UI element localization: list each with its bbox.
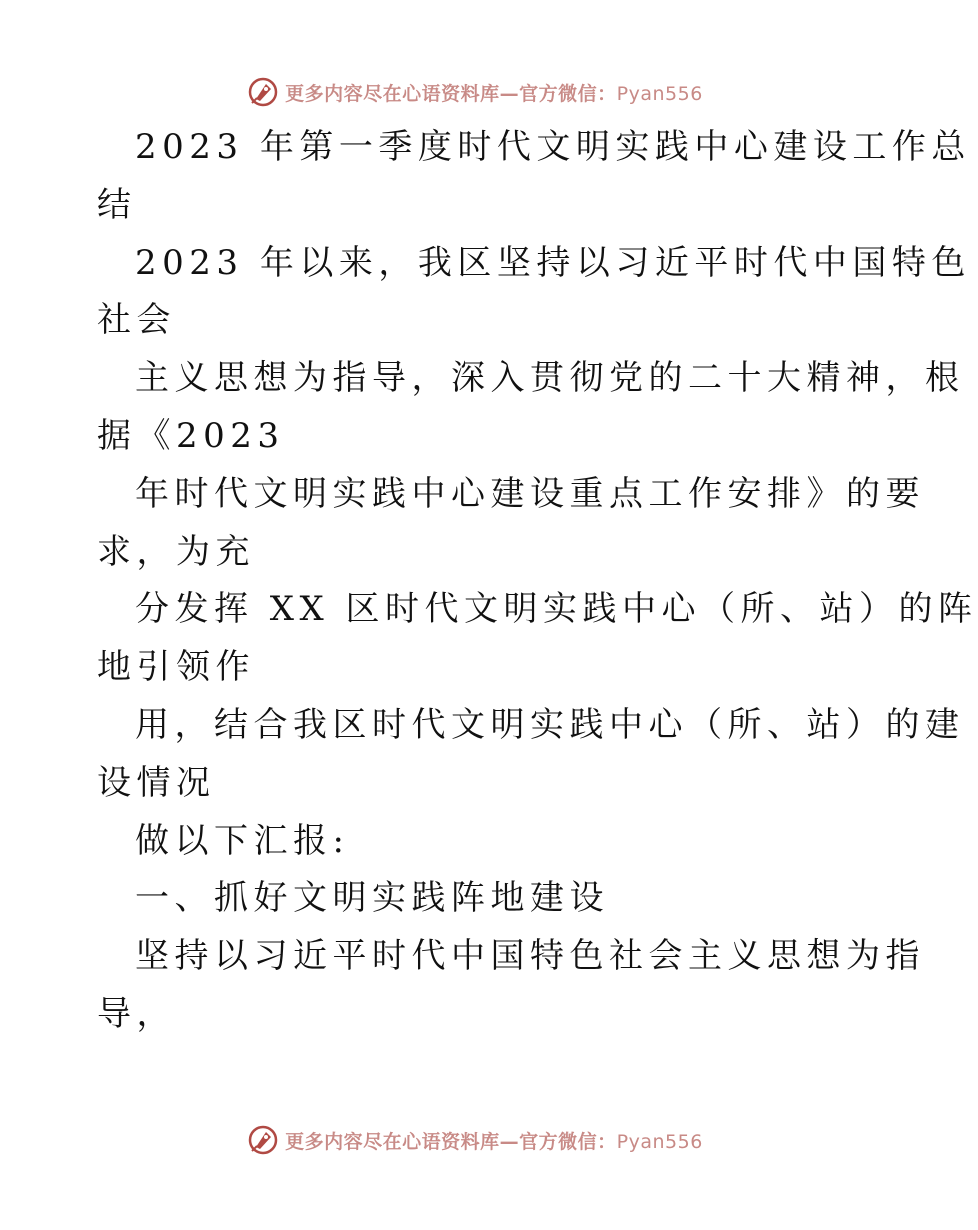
- title-line-1: 2023 年第一季度时代文明实践中心建设工作总: [135, 127, 971, 167]
- paragraph-line: 做以下汇报:: [135, 820, 350, 861]
- paragraph-line: 2023 年以来，我区坚持以习近平时代中国特色: [135, 242, 971, 283]
- footer-watermark: [0, 1120, 950, 1160]
- document-body: [97, 119, 978, 1044]
- paragraph-line: 据《2023: [97, 415, 285, 456]
- header-watermark: [0, 72, 950, 112]
- watermark-text: 更多内容尽在心语资料库—官方微信：Pyan556: [285, 82, 703, 105]
- paragraph-line: 导，: [97, 993, 176, 1034]
- watermark-account: Pyan556: [616, 1130, 703, 1153]
- paragraph-line: 求，为充: [97, 531, 255, 572]
- title-line-2: 结: [97, 184, 137, 225]
- paragraph-line: 社会: [97, 300, 176, 341]
- pen-nib-logo-icon: [247, 1124, 279, 1156]
- paragraph-line: 分发挥 XX 区时代文明实践中心（所、站）的阵: [135, 589, 978, 630]
- section-heading: 一、抓好文明实践阵地建设: [135, 878, 609, 919]
- watermark-account: Pyan556: [616, 82, 703, 105]
- watermark-text: 更多内容尽在心语资料库—官方微信：Pyan556: [285, 1130, 703, 1153]
- paragraph-line: 年时代文明实践中心建设重点工作安排》的要: [135, 473, 925, 514]
- paragraph-line: 设情况: [97, 762, 216, 803]
- paragraph-line: 坚持以习近平时代中国特色社会主义思想为指: [135, 936, 925, 977]
- paragraph-line: 用，结合我区时代文明实践中心（所、站）的建: [135, 704, 965, 745]
- paragraph-line: 地引领作: [97, 647, 255, 688]
- paragraph-line: 主义思想为指导，深入贯彻党的二十大精神，根: [135, 358, 965, 399]
- pen-nib-logo-icon: [247, 76, 279, 108]
